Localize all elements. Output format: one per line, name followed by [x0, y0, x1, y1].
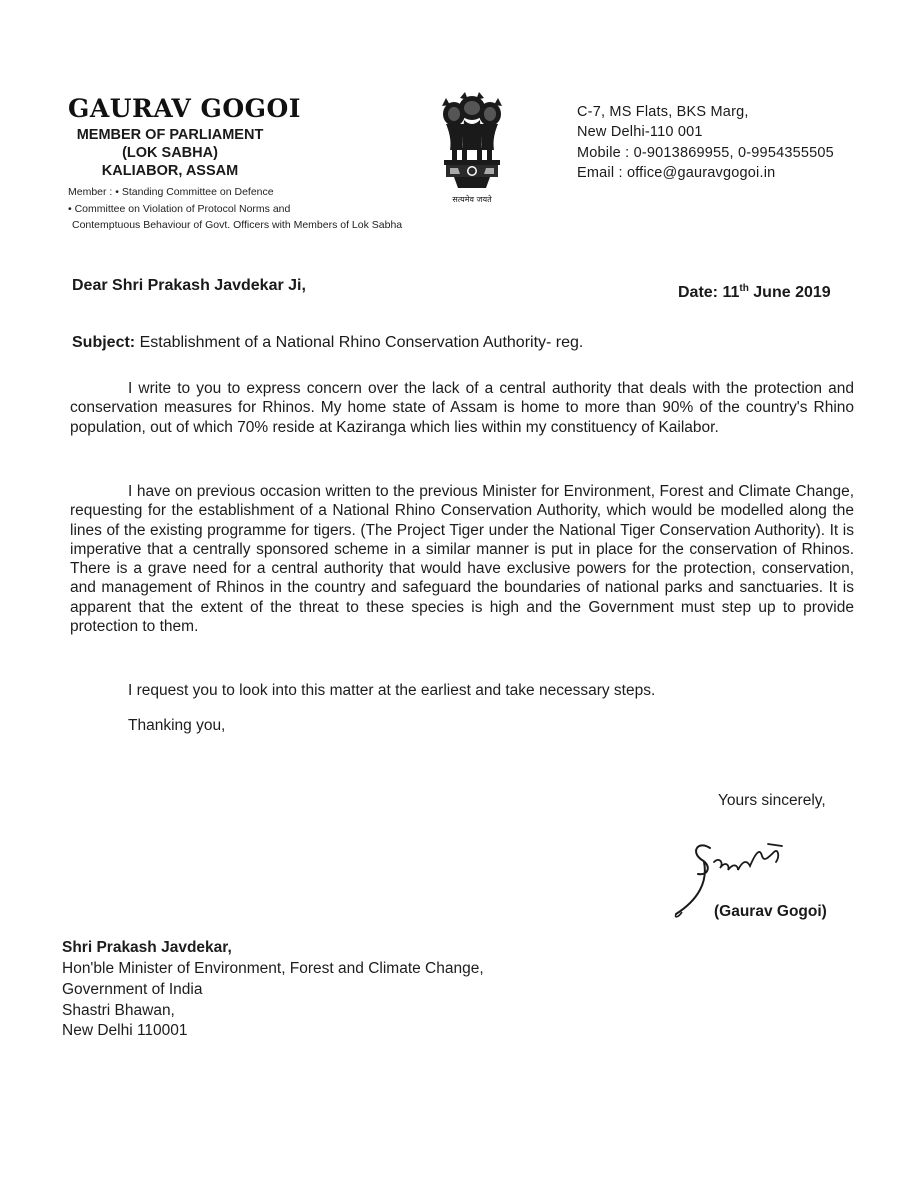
salutation: Dear Shri Prakash Javdekar Ji,	[72, 277, 306, 294]
recipient-city: New Delhi 110001	[62, 1022, 188, 1039]
recipient-organization: Government of India	[62, 981, 203, 998]
email-address: Email : office@gauravgogoi.in	[577, 165, 776, 181]
subject-text: Establishment of a National Rhino Conservation Authority- reg.	[135, 334, 584, 351]
recipient-title: Hon'ble Minister of Environment, Forest and Climate Change,	[62, 960, 484, 977]
address-line-1: C-7, MS Flats, BKS Marg,	[577, 104, 749, 120]
membership-line-2: • Committee on Violation of Protocol Norms and	[68, 203, 291, 215]
subject-label: Subject:	[72, 334, 136, 351]
paragraph-2: I have on previous occasion written to the previous Minister for Environment, Forest and Climate Change, requesting for the establishment of a National Rhino Conservation Authority, which would be modelled along the lines of the existing programme for tigers. (The Project Tiger under the National Tiger Conservation Authority). It is imperative that a centrally sponsored scheme in a similar manner is put in place for the conservation of Rhinos. There is a grave need for a central authority that would have exclusive powers for the protection, conservation, and management of Rhinos in the country and safeguard the boundaries of national parks and sanctuaries. It is apparent that the extent of the threat to these species is high and the Government must step up to provide protection to them.	[70, 483, 854, 636]
membership-line-1: Member : • Standing Committee on Defence	[68, 186, 274, 198]
membership-line-3: Contemptuous Behaviour of Govt. Officers with Members of Lok Sabha	[72, 219, 403, 231]
closing-line: Yours sincerely,	[718, 792, 826, 809]
paragraph-3: I request you to look into this matter at the earliest and take necessary steps.	[128, 682, 656, 699]
signatory-name: (Gaurav Gogoi)	[714, 903, 827, 920]
thanking-line: Thanking you,	[128, 717, 226, 734]
sender-constituency: KALIABOR, ASSAM	[101, 163, 239, 179]
sender-designation: MEMBER OF PARLIAMENT	[76, 127, 264, 143]
subject-line	[72, 334, 583, 352]
emblem-motto: सत्यमेव जयते	[452, 195, 492, 204]
recipient-name: Shri Prakash Javdekar,	[62, 939, 232, 956]
recipient-building: Shastri Bhawan,	[62, 1002, 175, 1019]
paragraph-1: I write to you to express concern over the lack of a central authority that deals with the protection and conservation measures for Rhinos. My home state of Assam is home to more than 90% of the country's Rhino population, out of which 70% reside at Kaziranga which lies within my constituency of Kailabor.	[70, 380, 854, 436]
sender-house: (LOK SABHA)	[122, 145, 218, 161]
national-emblem-icon	[432, 88, 512, 206]
letter-date	[678, 283, 831, 302]
mobile-numbers: Mobile : 0-9013869955, 0-9954355505	[577, 145, 834, 161]
date-suffix: th	[739, 283, 749, 294]
date-label: Date: 11	[678, 284, 740, 301]
date-rest: June 2019	[748, 284, 831, 301]
address-line-2: New Delhi-110 001	[577, 124, 703, 140]
sender-name: GAURAV GOGOI	[68, 94, 301, 123]
